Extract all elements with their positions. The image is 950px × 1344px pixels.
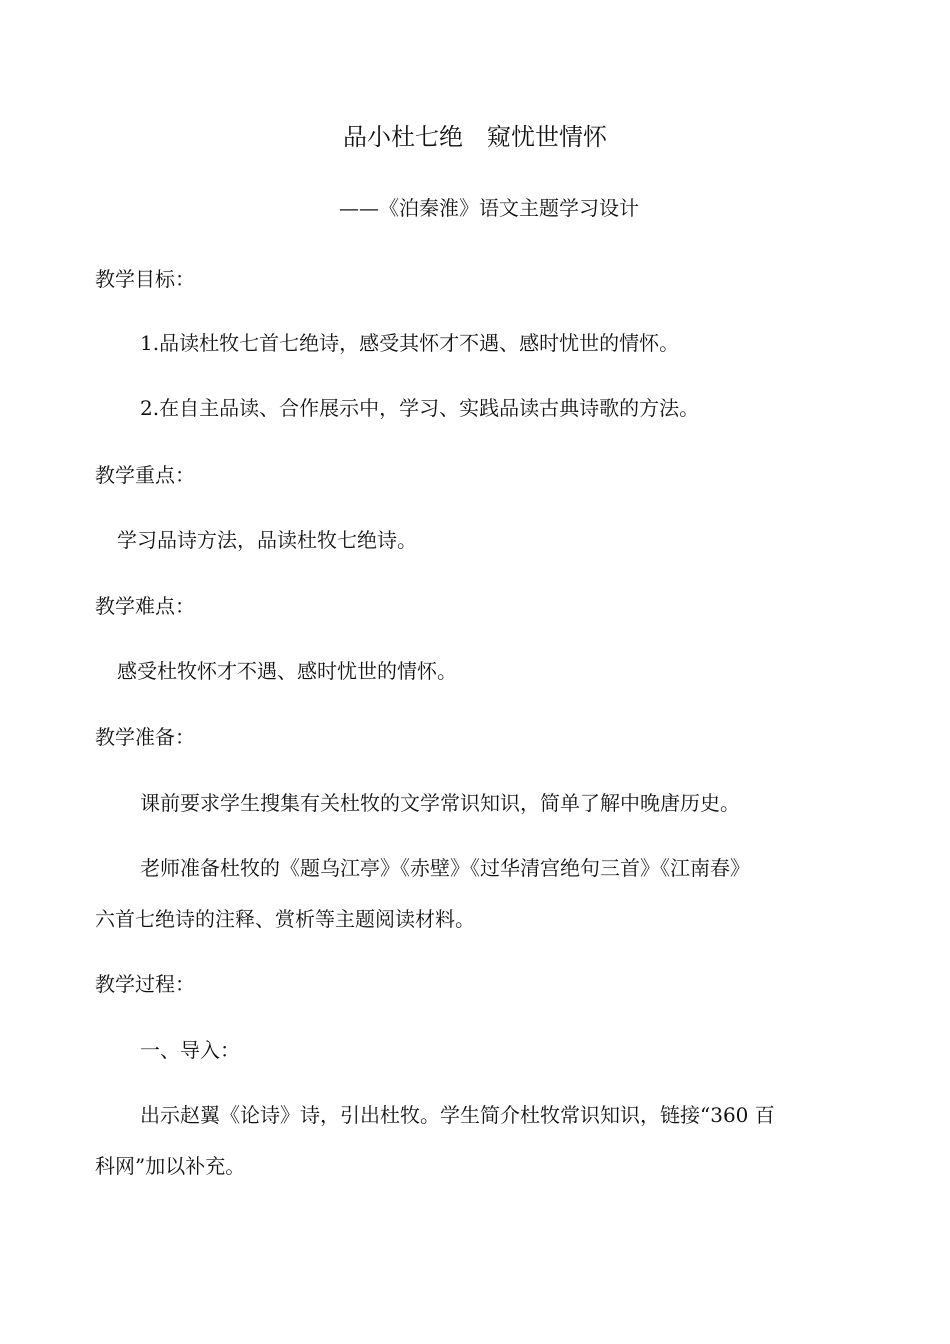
difficulty-text: 感受杜牧怀才不遇、感时忧世的情怀。: [117, 659, 457, 683]
preparation-item-1: 课前要求学生搜集有关杜牧的文学常识知识，简单了解中晚唐历史。: [140, 791, 740, 815]
preparation-item-2-line-1: 老师准备杜牧的《题乌江亭》《赤壁》《过华清宫绝句三首》《江南春》: [140, 856, 750, 880]
step-1-text-line-2: 科网”加以补充。: [95, 1154, 246, 1178]
process-heading: 教学过程：: [95, 972, 195, 996]
step-1-heading: 一、导入：: [140, 1038, 240, 1062]
difficulty-heading: 教学难点：: [95, 594, 195, 618]
preparation-heading: 教学准备：: [95, 725, 195, 749]
document-title: 品小杜七绝 窥忧世情怀: [343, 123, 607, 151]
key-points-heading: 教学重点：: [95, 463, 195, 487]
goal-item-1: 1.品读杜牧七首七绝诗，感受其怀才不遇、感时忧世的情怀。: [140, 331, 680, 355]
goal-item-2: 2.在自主品读、合作展示中，学习、实践品读古典诗歌的方法。: [140, 396, 700, 420]
preparation-item-2-line-2: 六首七绝诗的注释、赏析等主题阅读材料。: [95, 907, 475, 931]
goals-heading: 教学目标：: [95, 267, 195, 291]
step-1-text-line-1: 出示赵翼《论诗》诗，引出杜牧。学生简介杜牧常识知识，链接“360 百: [140, 1103, 775, 1127]
key-points-text: 学习品诗方法，品读杜牧七绝诗。: [117, 528, 417, 552]
document-subtitle: ——《泊秦淮》语文主题学习设计: [339, 196, 639, 220]
